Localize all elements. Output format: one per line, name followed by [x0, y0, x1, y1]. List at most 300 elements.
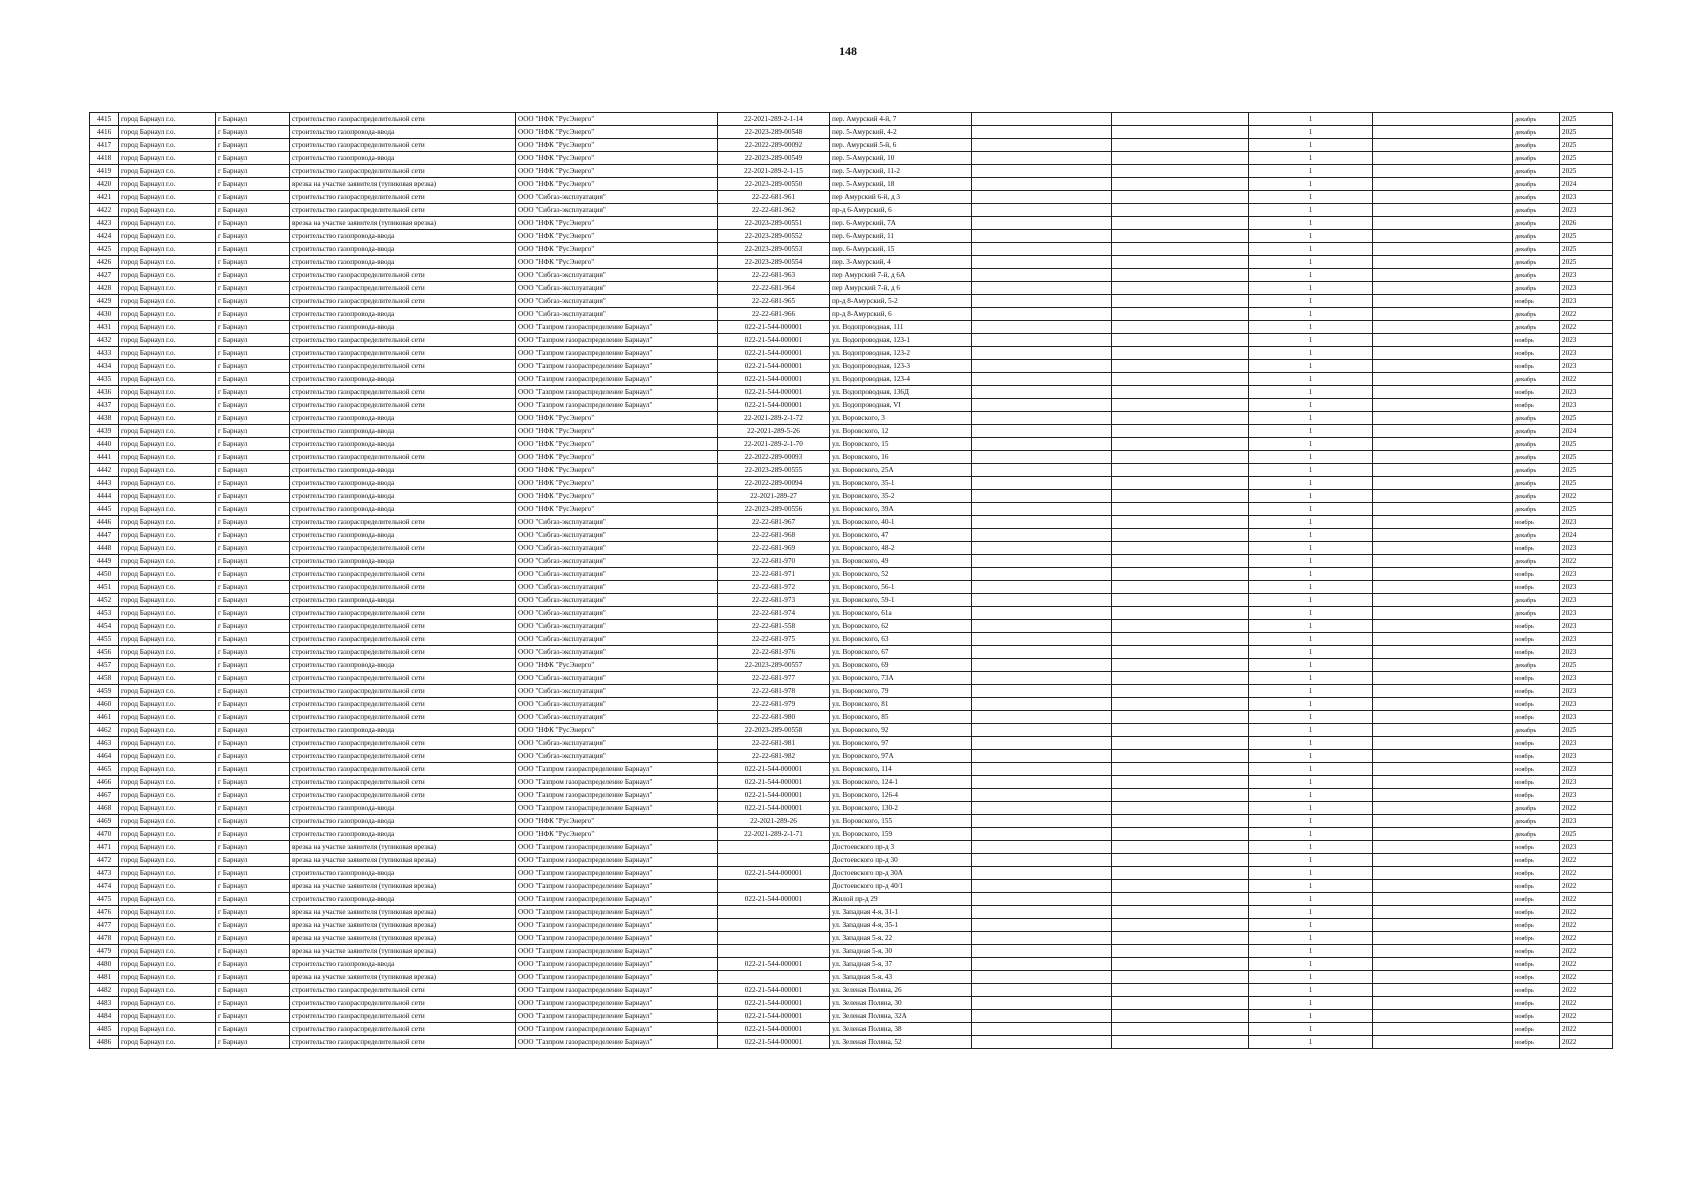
- empty-cell-cell: [1373, 386, 1513, 399]
- municipality-cell: город Барнаул г.о.: [119, 451, 216, 464]
- month-cell: декабрь: [1513, 165, 1560, 178]
- work-type-cell: строительство газопровода-ввода: [290, 438, 516, 451]
- work-type-cell: строительство газораспределительной сети: [290, 113, 516, 126]
- organization-cell: ООО "НФК "РусЭнерго": [516, 425, 718, 438]
- locality-cell: г Барнаул: [216, 399, 290, 412]
- empty-cell-cell: [1373, 568, 1513, 581]
- row-number-cell: 4423: [90, 217, 119, 230]
- address-cell: ул. Воровского, 85: [830, 711, 972, 724]
- empty-cell-cell: [972, 776, 1112, 789]
- municipality-cell: город Барнаул г.о.: [119, 347, 216, 360]
- empty-cell-cell: [1373, 113, 1513, 126]
- year-cell: 2025: [1560, 126, 1613, 139]
- organization-cell: ООО "НФК "РусЭнерго": [516, 126, 718, 139]
- year-cell: 2022: [1560, 490, 1613, 503]
- month-cell: ноябрь: [1513, 854, 1560, 867]
- address-cell: ул. Воровского, 16: [830, 451, 972, 464]
- empty-cell-cell: [1373, 607, 1513, 620]
- empty-cell-cell: [1373, 152, 1513, 165]
- empty-cell-cell: [1112, 737, 1249, 750]
- address-cell: ул. Западная 4-я, 35-1: [830, 919, 972, 932]
- empty-cell-cell: [1373, 243, 1513, 256]
- empty-cell-cell: [1112, 165, 1249, 178]
- month-cell: ноябрь: [1513, 347, 1560, 360]
- empty-cell-cell: [1373, 581, 1513, 594]
- year-cell: 2022: [1560, 997, 1613, 1010]
- work-type-cell: строительство газопровода-ввода: [290, 373, 516, 386]
- year-cell: 2022: [1560, 945, 1613, 958]
- empty-cell-cell: [1112, 191, 1249, 204]
- empty-cell-cell: [1373, 373, 1513, 386]
- empty-cell-cell: [1373, 178, 1513, 191]
- month-cell: декабрь: [1513, 178, 1560, 191]
- organization-cell: ООО "Сибгаз-эксплуатация": [516, 542, 718, 555]
- table-row: [90, 932, 1613, 945]
- year-cell: 2025: [1560, 464, 1613, 477]
- row-number-cell: 4455: [90, 633, 119, 646]
- empty-cell-cell: [972, 763, 1112, 776]
- empty-cell-cell: [972, 958, 1112, 971]
- row-number-cell: 4472: [90, 854, 119, 867]
- year-cell: 2022: [1560, 893, 1613, 906]
- locality-cell: г Барнаул: [216, 152, 290, 165]
- row-number-cell: 4424: [90, 230, 119, 243]
- permit-number-cell: 22-22-681-962: [718, 204, 830, 217]
- quantity-cell: 1: [1249, 594, 1373, 607]
- locality-cell: г Барнаул: [216, 347, 290, 360]
- work-type-cell: строительство газопровода-ввода: [290, 308, 516, 321]
- locality-cell: г Барнаул: [216, 282, 290, 295]
- year-cell: 2025: [1560, 451, 1613, 464]
- municipality-cell: город Барнаул г.о.: [119, 308, 216, 321]
- year-cell: 2022: [1560, 867, 1613, 880]
- organization-cell: ООО "НФК "РусЭнерго": [516, 178, 718, 191]
- permit-number-cell: 022-21-544-000001: [718, 893, 830, 906]
- municipality-cell: город Барнаул г.о.: [119, 763, 216, 776]
- permit-number-cell: 22-2021-289-26: [718, 815, 830, 828]
- locality-cell: г Барнаул: [216, 594, 290, 607]
- empty-cell-cell: [972, 113, 1112, 126]
- quantity-cell: 1: [1249, 841, 1373, 854]
- year-cell: 2025: [1560, 438, 1613, 451]
- municipality-cell: город Барнаул г.о.: [119, 438, 216, 451]
- permit-number-cell: 22-22-681-966: [718, 308, 830, 321]
- municipality-cell: город Барнаул г.о.: [119, 867, 216, 880]
- address-cell: ул. Воровского, 3: [830, 412, 972, 425]
- work-type-cell: строительство газораспределительной сети: [290, 581, 516, 594]
- month-cell: ноябрь: [1513, 763, 1560, 776]
- address-cell: пер Амурский 7-й, д 6: [830, 282, 972, 295]
- empty-cell-cell: [972, 815, 1112, 828]
- municipality-cell: город Барнаул г.о.: [119, 126, 216, 139]
- empty-cell-cell: [1112, 373, 1249, 386]
- month-cell: ноябрь: [1513, 360, 1560, 373]
- month-cell: декабрь: [1513, 204, 1560, 217]
- address-cell: ул. Зеленая Поляна, 52: [830, 1036, 972, 1049]
- empty-cell-cell: [1112, 347, 1249, 360]
- empty-cell-cell: [1373, 620, 1513, 633]
- locality-cell: г Барнаул: [216, 542, 290, 555]
- address-cell: ул. Воровского, 126-4: [830, 789, 972, 802]
- table-row: [90, 685, 1613, 698]
- work-type-cell: врезка на участке заявителя (тупиковая врезка): [290, 945, 516, 958]
- organization-cell: ООО "Сибгаз-эксплуатация": [516, 581, 718, 594]
- month-cell: ноябрь: [1513, 789, 1560, 802]
- month-cell: ноябрь: [1513, 633, 1560, 646]
- row-number-cell: 4467: [90, 789, 119, 802]
- organization-cell: ООО "Сибгаз-эксплуатация": [516, 646, 718, 659]
- permit-number-cell: 22-22-681-967: [718, 516, 830, 529]
- table-row: [90, 880, 1613, 893]
- month-cell: декабрь: [1513, 230, 1560, 243]
- permit-number-cell: 022-21-544-000001: [718, 347, 830, 360]
- organization-cell: ООО "НФК "РусЭнерго": [516, 477, 718, 490]
- row-number-cell: 4456: [90, 646, 119, 659]
- organization-cell: ООО "Сибгаз-эксплуатация": [516, 269, 718, 282]
- empty-cell-cell: [1112, 711, 1249, 724]
- empty-cell-cell: [1112, 386, 1249, 399]
- permit-number-cell: [718, 932, 830, 945]
- permit-number-cell: 022-21-544-000001: [718, 399, 830, 412]
- address-cell: ул. Воровского, 59-1: [830, 594, 972, 607]
- row-number-cell: 4463: [90, 737, 119, 750]
- quantity-cell: 1: [1249, 347, 1373, 360]
- locality-cell: г Барнаул: [216, 321, 290, 334]
- empty-cell-cell: [1112, 139, 1249, 152]
- permit-number-cell: 22-22-681-969: [718, 542, 830, 555]
- month-cell: ноябрь: [1513, 737, 1560, 750]
- permit-number-cell: 22-22-681-961: [718, 191, 830, 204]
- empty-cell-cell: [972, 516, 1112, 529]
- year-cell: 2025: [1560, 165, 1613, 178]
- organization-cell: ООО "НФК "РусЭнерго": [516, 659, 718, 672]
- work-type-cell: строительство газопровода-ввода: [290, 321, 516, 334]
- empty-cell-cell: [972, 789, 1112, 802]
- work-type-cell: строительство газораспределительной сети: [290, 542, 516, 555]
- table-row: [90, 646, 1613, 659]
- work-type-cell: строительство газопровода-ввода: [290, 503, 516, 516]
- table-row: [90, 386, 1613, 399]
- empty-cell-cell: [1112, 815, 1249, 828]
- quantity-cell: 1: [1249, 672, 1373, 685]
- month-cell: декабрь: [1513, 607, 1560, 620]
- work-type-cell: строительство газораспределительной сети: [290, 334, 516, 347]
- work-type-cell: строительство газораспределительной сети: [290, 139, 516, 152]
- month-cell: ноябрь: [1513, 620, 1560, 633]
- locality-cell: г Барнаул: [216, 490, 290, 503]
- page-number: 148: [839, 44, 857, 58]
- organization-cell: ООО "Газпром газораспределение Барнаул": [516, 958, 718, 971]
- year-cell: 2023: [1560, 386, 1613, 399]
- work-type-cell: строительство газораспределительной сети: [290, 191, 516, 204]
- empty-cell-cell: [972, 1023, 1112, 1036]
- organization-cell: ООО "НФК "РусЭнерго": [516, 438, 718, 451]
- quantity-cell: 1: [1249, 1036, 1373, 1049]
- row-number-cell: 4477: [90, 919, 119, 932]
- year-cell: 2023: [1560, 607, 1613, 620]
- empty-cell-cell: [1112, 360, 1249, 373]
- empty-cell-cell: [1112, 477, 1249, 490]
- year-cell: 2022: [1560, 1010, 1613, 1023]
- table-row: [90, 204, 1613, 217]
- table-row: [90, 711, 1613, 724]
- row-number-cell: 4473: [90, 867, 119, 880]
- empty-cell-cell: [1112, 412, 1249, 425]
- empty-cell-cell: [1373, 334, 1513, 347]
- row-number-cell: 4461: [90, 711, 119, 724]
- year-cell: 2022: [1560, 308, 1613, 321]
- address-cell: Достоевского пр-д 30: [830, 854, 972, 867]
- quantity-cell: 1: [1249, 984, 1373, 997]
- permit-number-cell: [718, 854, 830, 867]
- row-number-cell: 4437: [90, 399, 119, 412]
- table-row: [90, 217, 1613, 230]
- quantity-cell: 1: [1249, 360, 1373, 373]
- municipality-cell: город Барнаул г.о.: [119, 243, 216, 256]
- empty-cell-cell: [972, 906, 1112, 919]
- organization-cell: ООО "НФК "РусЭнерго": [516, 256, 718, 269]
- empty-cell-cell: [972, 997, 1112, 1010]
- empty-cell-cell: [972, 607, 1112, 620]
- municipality-cell: город Барнаул г.о.: [119, 373, 216, 386]
- locality-cell: г Барнаул: [216, 360, 290, 373]
- address-cell: ул. Воровского, 114: [830, 763, 972, 776]
- address-cell: Жилой пр-д 29: [830, 893, 972, 906]
- table-row: [90, 802, 1613, 815]
- empty-cell-cell: [1112, 204, 1249, 217]
- row-number-cell: 4485: [90, 1023, 119, 1036]
- table-row: [90, 659, 1613, 672]
- empty-cell-cell: [1112, 178, 1249, 191]
- address-cell: ул. Воровского, 67: [830, 646, 972, 659]
- row-number-cell: 4479: [90, 945, 119, 958]
- municipality-cell: город Барнаул г.о.: [119, 516, 216, 529]
- table-row: [90, 152, 1613, 165]
- locality-cell: г Барнаул: [216, 243, 290, 256]
- month-cell: декабрь: [1513, 815, 1560, 828]
- empty-cell-cell: [1373, 217, 1513, 230]
- locality-cell: г Барнаул: [216, 334, 290, 347]
- empty-cell-cell: [972, 1036, 1112, 1049]
- empty-cell-cell: [1112, 971, 1249, 984]
- address-cell: пер. 6-Амурский, 11: [830, 230, 972, 243]
- table-row: [90, 399, 1613, 412]
- municipality-cell: город Барнаул г.о.: [119, 568, 216, 581]
- quantity-cell: 1: [1249, 139, 1373, 152]
- table-row: [90, 984, 1613, 997]
- address-cell: ул. Воровского, 97А: [830, 750, 972, 763]
- organization-cell: ООО "Сибгаз-эксплуатация": [516, 295, 718, 308]
- municipality-cell: город Барнаул г.о.: [119, 906, 216, 919]
- locality-cell: г Барнаул: [216, 438, 290, 451]
- address-cell: ул. Воровского, 73А: [830, 672, 972, 685]
- organization-cell: ООО "Сибгаз-эксплуатация": [516, 698, 718, 711]
- empty-cell-cell: [1373, 347, 1513, 360]
- row-number-cell: 4446: [90, 516, 119, 529]
- empty-cell-cell: [1112, 750, 1249, 763]
- row-number-cell: 4475: [90, 893, 119, 906]
- month-cell: декабрь: [1513, 477, 1560, 490]
- registry-table-body: [90, 113, 1613, 1049]
- row-number-cell: 4447: [90, 529, 119, 542]
- address-cell: ул. Воровского, 63: [830, 633, 972, 646]
- empty-cell-cell: [1112, 685, 1249, 698]
- month-cell: ноябрь: [1513, 893, 1560, 906]
- row-number-cell: 4422: [90, 204, 119, 217]
- work-type-cell: строительство газораспределительной сети: [290, 763, 516, 776]
- empty-cell-cell: [1373, 451, 1513, 464]
- month-cell: ноябрь: [1513, 399, 1560, 412]
- permit-number-cell: 22-22-681-981: [718, 737, 830, 750]
- month-cell: ноябрь: [1513, 945, 1560, 958]
- row-number-cell: 4486: [90, 1036, 119, 1049]
- table-row: [90, 737, 1613, 750]
- work-type-cell: строительство газопровода-ввода: [290, 425, 516, 438]
- empty-cell-cell: [972, 880, 1112, 893]
- year-cell: 2025: [1560, 659, 1613, 672]
- organization-cell: ООО "Газпром газораспределение Барнаул": [516, 997, 718, 1010]
- row-number-cell: 4426: [90, 256, 119, 269]
- permit-number-cell: 22-2023-289-00549: [718, 152, 830, 165]
- empty-cell-cell: [1373, 295, 1513, 308]
- organization-cell: ООО "НФК "РусЭнерго": [516, 152, 718, 165]
- month-cell: ноябрь: [1513, 1036, 1560, 1049]
- locality-cell: г Барнаул: [216, 893, 290, 906]
- organization-cell: ООО "Сибгаз-эксплуатация": [516, 737, 718, 750]
- empty-cell-cell: [1373, 763, 1513, 776]
- organization-cell: ООО "Сибгаз-эксплуатация": [516, 555, 718, 568]
- work-type-cell: врезка на участке заявителя (тупиковая врезка): [290, 854, 516, 867]
- row-number-cell: 4471: [90, 841, 119, 854]
- empty-cell-cell: [972, 217, 1112, 230]
- work-type-cell: строительство газораспределительной сети: [290, 1023, 516, 1036]
- address-cell: пр-д 6-Амурский, 6: [830, 204, 972, 217]
- address-cell: пер. 5-Амурский, 11-2: [830, 165, 972, 178]
- locality-cell: г Барнаул: [216, 854, 290, 867]
- permit-number-cell: 22-2021-289-2-1-72: [718, 412, 830, 425]
- organization-cell: ООО "Газпром газораспределение Барнаул": [516, 399, 718, 412]
- locality-cell: г Барнаул: [216, 295, 290, 308]
- empty-cell-cell: [1112, 776, 1249, 789]
- organization-cell: ООО "Сибгаз-эксплуатация": [516, 620, 718, 633]
- work-type-cell: строительство газопровода-ввода: [290, 412, 516, 425]
- address-cell: пер. Амурский 5-й, 6: [830, 139, 972, 152]
- empty-cell-cell: [972, 165, 1112, 178]
- empty-cell-cell: [1112, 217, 1249, 230]
- municipality-cell: город Барнаул г.о.: [119, 776, 216, 789]
- row-number-cell: 4440: [90, 438, 119, 451]
- permit-number-cell: 22-2023-289-00554: [718, 256, 830, 269]
- month-cell: ноябрь: [1513, 672, 1560, 685]
- municipality-cell: город Барнаул г.о.: [119, 399, 216, 412]
- address-cell: Достоевского пр-д 30А: [830, 867, 972, 880]
- year-cell: 2022: [1560, 321, 1613, 334]
- month-cell: ноябрь: [1513, 646, 1560, 659]
- quantity-cell: 1: [1249, 438, 1373, 451]
- address-cell: ул. Воровского, 35-2: [830, 490, 972, 503]
- year-cell: 2023: [1560, 399, 1613, 412]
- permit-number-cell: 22-22-681-971: [718, 568, 830, 581]
- empty-cell-cell: [972, 529, 1112, 542]
- municipality-cell: город Барнаул г.о.: [119, 477, 216, 490]
- work-type-cell: строительство газораспределительной сети: [290, 750, 516, 763]
- quantity-cell: 1: [1249, 295, 1373, 308]
- table-row: [90, 906, 1613, 919]
- row-number-cell: 4478: [90, 932, 119, 945]
- organization-cell: ООО "Газпром газораспределение Барнаул": [516, 893, 718, 906]
- municipality-cell: город Барнаул г.о.: [119, 217, 216, 230]
- empty-cell-cell: [972, 126, 1112, 139]
- permit-number-cell: 22-22-681-965: [718, 295, 830, 308]
- month-cell: декабрь: [1513, 126, 1560, 139]
- permit-number-cell: 22-22-681-973: [718, 594, 830, 607]
- locality-cell: г Барнаул: [216, 815, 290, 828]
- empty-cell-cell: [1112, 906, 1249, 919]
- organization-cell: ООО "Газпром газораспределение Барнаул": [516, 867, 718, 880]
- year-cell: 2023: [1560, 360, 1613, 373]
- permit-number-cell: 22-2023-289-00557: [718, 659, 830, 672]
- empty-cell-cell: [972, 971, 1112, 984]
- work-type-cell: строительство газораспределительной сети: [290, 165, 516, 178]
- address-cell: пер. 6-Амурский, 15: [830, 243, 972, 256]
- month-cell: декабрь: [1513, 451, 1560, 464]
- permit-number-cell: 22-22-681-975: [718, 633, 830, 646]
- locality-cell: г Барнаул: [216, 568, 290, 581]
- row-number-cell: 4454: [90, 620, 119, 633]
- empty-cell-cell: [972, 581, 1112, 594]
- locality-cell: г Барнаул: [216, 1036, 290, 1049]
- address-cell: ул. Западная 5-я, 30: [830, 945, 972, 958]
- quantity-cell: 1: [1249, 204, 1373, 217]
- locality-cell: г Барнаул: [216, 659, 290, 672]
- row-number-cell: 4450: [90, 568, 119, 581]
- table-row: [90, 165, 1613, 178]
- year-cell: 2025: [1560, 503, 1613, 516]
- empty-cell-cell: [1112, 113, 1249, 126]
- locality-cell: г Барнаул: [216, 932, 290, 945]
- row-number-cell: 4470: [90, 828, 119, 841]
- municipality-cell: город Барнаул г.о.: [119, 724, 216, 737]
- locality-cell: г Барнаул: [216, 256, 290, 269]
- empty-cell-cell: [972, 230, 1112, 243]
- address-cell: ул. Воровского, 35-1: [830, 477, 972, 490]
- month-cell: ноябрь: [1513, 997, 1560, 1010]
- row-number-cell: 4428: [90, 282, 119, 295]
- quantity-cell: 1: [1249, 243, 1373, 256]
- row-number-cell: 4420: [90, 178, 119, 191]
- work-type-cell: строительство газораспределительной сети: [290, 204, 516, 217]
- empty-cell-cell: [1373, 672, 1513, 685]
- locality-cell: г Барнаул: [216, 477, 290, 490]
- empty-cell-cell: [1112, 490, 1249, 503]
- quantity-cell: 1: [1249, 880, 1373, 893]
- address-cell: ул. Воровского, 159: [830, 828, 972, 841]
- quantity-cell: 1: [1249, 555, 1373, 568]
- organization-cell: ООО "Газпром газораспределение Барнаул": [516, 880, 718, 893]
- address-cell: ул. Воровского, 69: [830, 659, 972, 672]
- address-cell: ул. Воровского, 15: [830, 438, 972, 451]
- year-cell: 2022: [1560, 1023, 1613, 1036]
- quantity-cell: 1: [1249, 308, 1373, 321]
- locality-cell: г Барнаул: [216, 178, 290, 191]
- municipality-cell: город Барнаул г.о.: [119, 828, 216, 841]
- locality-cell: г Барнаул: [216, 165, 290, 178]
- municipality-cell: город Барнаул г.о.: [119, 711, 216, 724]
- permit-number-cell: 22-22-681-979: [718, 698, 830, 711]
- empty-cell-cell: [1373, 997, 1513, 1010]
- organization-cell: ООО "НФК "РусЭнерго": [516, 412, 718, 425]
- row-number-cell: 4436: [90, 386, 119, 399]
